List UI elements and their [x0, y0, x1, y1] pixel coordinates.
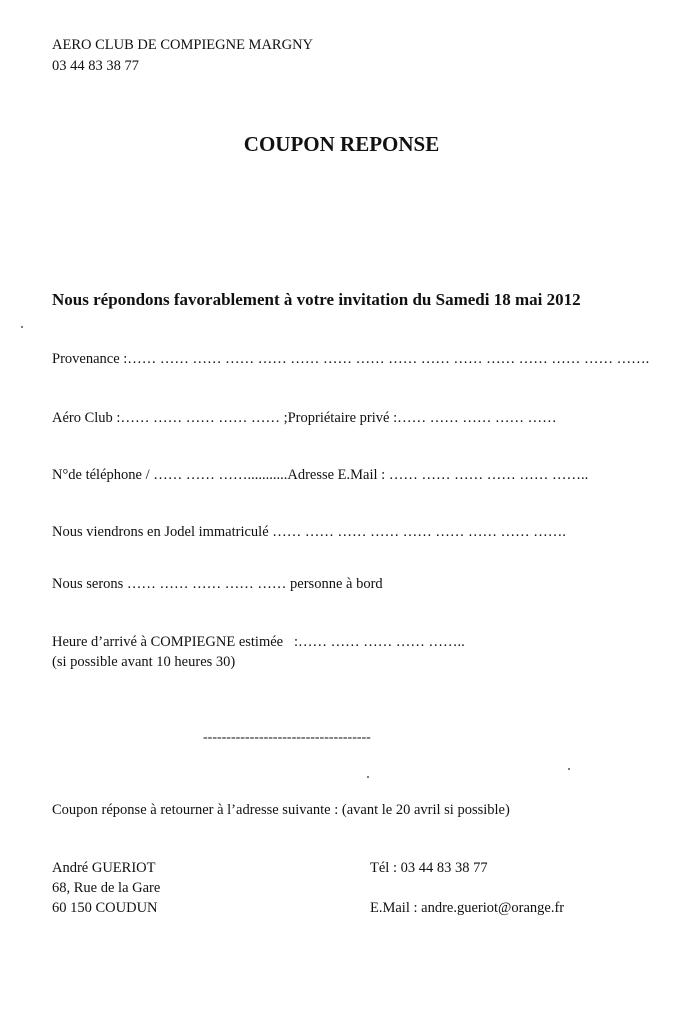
contact-city: 60 150 COUDUN [52, 900, 158, 916]
invitation-statement: Nous répondons favorablement à votre invitation du Samedi 18 mai 2012 [52, 290, 581, 309]
page-title: COUPON REPONSE [243, 132, 440, 156]
contact-tel: Tél : 03 44 83 38 77 [370, 860, 488, 876]
scan-speck [21, 326, 23, 328]
separator-line: ------------------------------------ [203, 730, 371, 745]
arrival-time-note: (si possible avant 10 heures 30) [52, 654, 236, 670]
contact-email: E.Mail : andre.gueriot@orange.fr [370, 900, 565, 916]
scan-speck [568, 768, 570, 770]
aero-club-field: Aéro Club :…… …… …… …… …… ;Propriétaire privé :…… …… …… …… …… [52, 410, 557, 426]
contact-street: 68, Rue de la Gare [52, 880, 161, 896]
provenance-field: Provenance :…… …… …… …… …… …… …… …… …… …… …… …… …… …… …… ……. [52, 351, 650, 367]
club-name: AERO CLUB DE COMPIEGNE MARGNY [52, 37, 314, 53]
persons-on-board-field: Nous serons …… …… …… …… …… personne à bord [52, 576, 383, 592]
contact-name: André GUERIOT [52, 860, 156, 876]
club-phone: 03 44 83 38 77 [52, 58, 139, 74]
return-instructions: Coupon réponse à retourner à l’adresse suivante : (avant le 20 avril si possible) [52, 802, 510, 818]
arrival-time-field: Heure d’arrivé à COMPIEGNE estimée :…… …… …… …… …….. [52, 634, 465, 650]
jodel-registration-field: Nous viendrons en Jodel immatriculé …… …… …… …… …… …… …… …… ……. [52, 524, 566, 540]
telephone-email-field: N°de téléphone / …… …… ……...........Adresse E.Mail : …… …… …… …… …… …….. [52, 467, 589, 483]
scan-speck [367, 776, 369, 778]
